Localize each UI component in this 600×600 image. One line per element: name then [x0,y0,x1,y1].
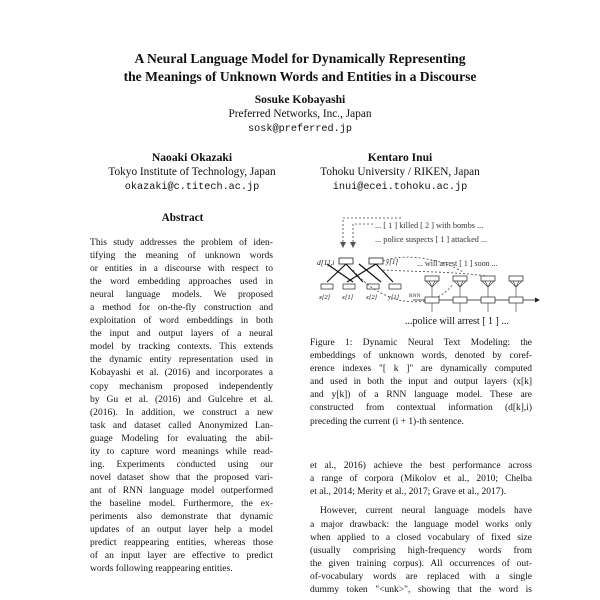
body-line: a range of corpora (Mikolov et al., 2010; Chelba [310,474,532,485]
figure-context-line-2: ... police suspects [ 1 ] attacked ... [375,235,488,244]
abstract-line: by Gu et al. (2016) and Gulcehre et al. [90,393,273,405]
rnn-cell [481,276,495,303]
abstract-line: the baseline model. Furthermore, the ex- [90,497,273,509]
figure-context-line-1: ... [ 1 ] killed [ 2 ] with bombs ... [375,221,484,230]
author-email: sosk@preferred.jp [248,124,352,135]
figure-input-sentence: ...police will arrest [ 1 ] ... [405,316,509,327]
rnn-output-node [509,276,523,281]
abstract-heading: Abstract [161,212,204,224]
abstract-line: Kobayashi et al. (2016) and incorporates a [90,367,273,379]
body-line: et al., 2016) achieve the best performance across [310,461,532,471]
body-line: of-vocabulary words are replaced with a single [310,572,532,583]
author-affiliation: Tohoku University / RIKEN, Japan [320,166,480,178]
rnn-output-node [481,276,495,281]
rnn-hidden-node [509,297,523,303]
body-text [310,460,532,598]
caption-line: and used in both the input and output layers (x[k] [310,377,532,388]
caption-line: Figure 1: Dynamic Neural Text Modeling: the [310,338,532,348]
y-node [369,258,383,264]
author-block-1 [200,92,400,137]
abstract-line: neural language models. We proposed [90,289,273,301]
rnn-cell [425,276,439,303]
author-block-2 [92,150,292,195]
abstract-line: updates of an output layer help a model [90,524,273,536]
d-node [339,258,353,264]
caption-line: embeddings of unknown words, denoted by coref- [310,351,532,362]
abstract-line: tifying the meaning of unknown words [90,250,273,262]
title-line-2: the Meanings of Unknown Words and Entities in a Discourse [123,69,477,84]
x-node [367,284,379,289]
x-node-label: y[1] [388,294,400,301]
rnn-hidden-node [453,297,467,303]
author-name: Kentaro Inui [367,151,433,164]
abstract-line: periments also demonstrate that dynamic [90,510,273,522]
dashed-connector [353,224,375,246]
title-line-1: A Neural Language Model for Dynamically Representing [134,51,466,66]
figure-context-line-3: ... will arrest [ 1 ] soon ... [417,259,498,268]
rnn-fan [482,281,494,287]
abstract-line: the input and output layers of a neural [90,328,273,340]
paper-title [0,50,600,86]
abstract-line: a method for on-the-fly construction and [90,302,273,314]
abstract-line: novel dataset show that the proposed vari- [90,471,273,483]
author-block-3 [300,150,500,195]
abstract-line: the dynamic entity representation used in [90,354,273,366]
x-node-label: x[2] [366,294,378,301]
caption-line: constructed from contextual information (d[k],i) [310,403,532,414]
body-line: a major drawback: the language model works only [310,519,532,530]
caption-line: erence indexes "[ k ]" are dynamically computed [310,364,532,375]
caption-line: preceding the current (i + 1)-th sentence. [310,416,464,427]
rnn-output-node [425,276,439,281]
abstract-line: or entities in a discourse with respect to [90,263,273,275]
body-line: (usually comprising high-frequency words from [310,545,532,556]
author-affiliation: Tokyo Institute of Technology, Japan [108,166,276,178]
author-email: inui@ecei.tohoku.ac.jp [332,182,468,193]
x-node [343,284,355,289]
abstract-line: predict reappearing entities, whereas those [90,537,273,549]
y-node-label: y[1] [386,258,399,266]
figure-1-diagram [313,212,543,330]
abstract-line: exploitation of word embeddings in both [90,315,273,327]
body-line: dummy token "<unk>", showing that the word is [310,585,532,596]
rnn-label: RNN [409,293,421,299]
figure-caption [310,337,532,429]
arrow-head [340,242,346,248]
rnn-fan [426,281,438,287]
body-line: the given training corpus). All occurrences of out- [310,559,532,570]
body-line: when applied to a closed vocabulary of fixed size [310,532,532,543]
rnn-output-node [453,276,467,281]
author-email: okazaki@c.titech.ac.jp [124,182,260,193]
rnn-cell [453,276,467,303]
author-name: Naoaki Okazaki [151,151,233,164]
rnn-cell [509,276,523,303]
abstract-line: of an input layer are effective to predict [90,550,273,562]
author-affiliation: Preferred Networks, Inc., Japan [228,108,372,120]
abstract-line: copy mechanism proposed independently [90,380,273,392]
rnn-hidden-node [425,297,439,303]
x-node [321,284,333,289]
arrow-head [350,242,356,248]
rnn-hidden-node [481,297,495,303]
abstract-line: model by tracking contexts. This extends [90,341,273,353]
rnn-fan [454,281,466,287]
abstract-line: This study addresses the problem of iden- [90,237,273,248]
figure-1 [313,212,543,330]
rnn-fan [510,281,522,287]
abstract-line: (2016). In addition, we construct a new [90,406,273,418]
d-node-label: d[1],i [317,258,335,267]
abstract-line: guage Modeling for evaluating the abil- [90,432,273,444]
x-node-label: x[1] [342,294,354,301]
abstract-line: words following reappearing entities. [90,563,233,575]
abstract-line: ing. Experiments conducted using our [90,458,273,470]
abstract-line: the word embedding approaches used in [90,276,273,288]
x-node [389,284,401,289]
author-name: Sosuke Kobayashi [254,93,346,106]
body-line: However, current neural language models have [320,506,532,517]
abstract-body [90,236,273,575]
abstract-line: ity to capture word meanings while read- [90,445,273,457]
abstract-line: task and dataset called Anonymized Lan- [90,419,273,431]
x-node-label: x[2] [319,294,331,301]
abstract-line: ant of RNN language model outperformed [90,484,273,496]
caption-line: and y[k]) of a RNN language model. These are [310,390,532,401]
body-line: et al., 2014; Merity et al., 2017; Grave et al., 2017). [310,487,507,498]
arrow-head [535,298,540,303]
